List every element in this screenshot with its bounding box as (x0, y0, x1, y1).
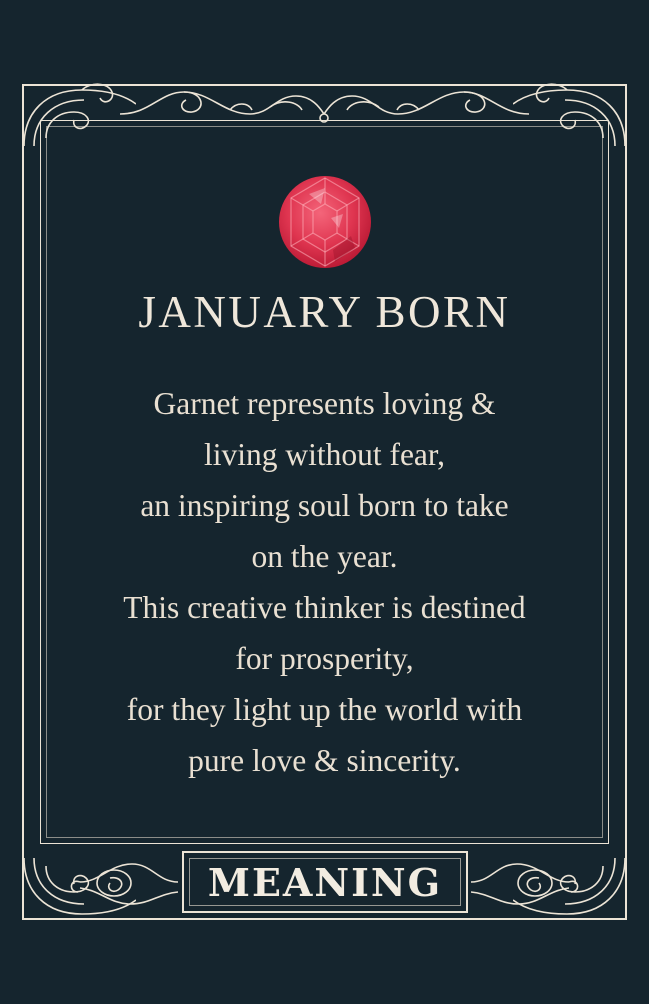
meaning-banner (182, 851, 468, 913)
garnet-gemstone-icon (273, 170, 377, 274)
gemstone-container (0, 170, 649, 279)
poem-text (60, 378, 589, 786)
poem-line: Garnet represents loving & (153, 386, 496, 421)
page-title: JANUARY BORN (138, 287, 511, 337)
poem-line: This creative thinker is destined (123, 590, 526, 625)
meaning-banner-label: MEANING (207, 859, 443, 905)
poem-line: for prosperity, (235, 641, 414, 676)
poem-line: an inspiring soul born to take (140, 488, 509, 523)
meaning-banner-inner (189, 858, 461, 906)
poem-line: for they light up the world with (126, 692, 523, 727)
poem-line: pure love & sincerity. (188, 743, 461, 778)
poem-line: on the year. (251, 539, 398, 574)
poem-line: living without fear, (203, 437, 446, 472)
